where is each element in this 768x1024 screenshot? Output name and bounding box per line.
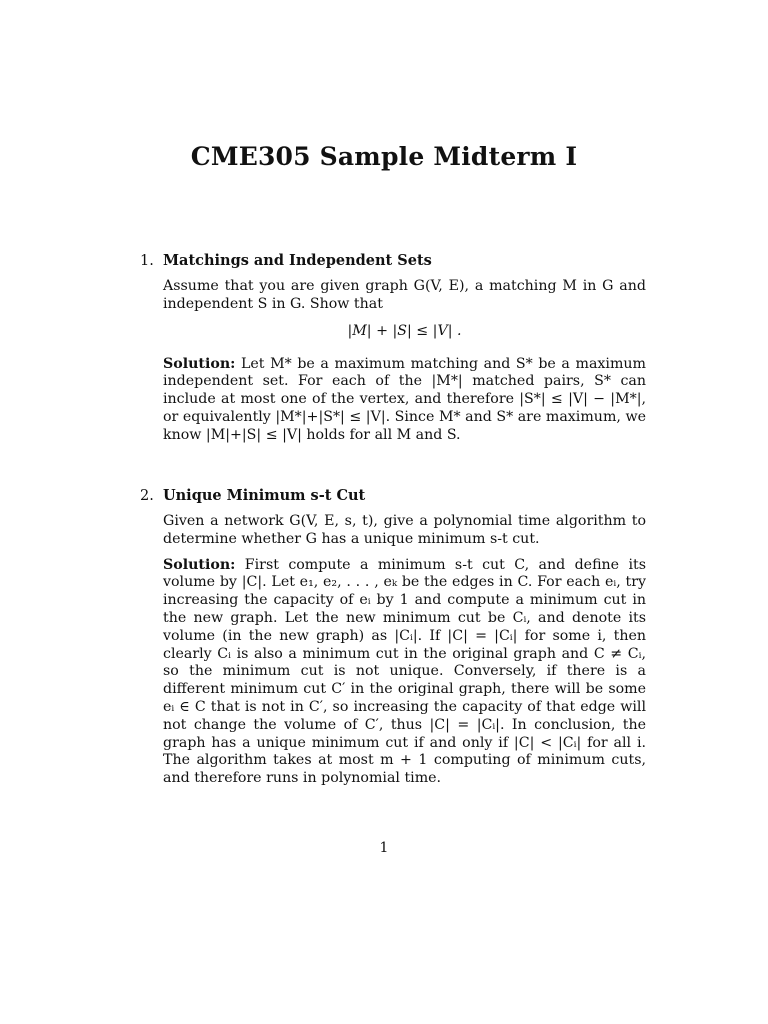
solution-label: Solution:: [163, 556, 236, 573]
problem-heading: Matchings and Independent Sets: [163, 252, 432, 269]
display-equation: |M| + |S| ≤ |V| .: [347, 322, 462, 339]
problem-1: [140, 252, 646, 453]
solution-text: First compute a minimum s-t cut C, and define its volume by |C|. Let e₁, e₂, . . . , eₖ be the edges in C. For each eᵢ, try increasing the capacity of eᵢ by 1 and compute a minimum cut in the new graph. Let the new minimum cut be Cᵢ, and denote its volume (in the new graph) as |Cᵢ|. If |C| = |Cᵢ| for some i, then clearly Cᵢ is also a minimum cut in the original graph and C ≠ Cᵢ, so the minimum cut is not unique. Conversely, if there is a different minimum cut C′ in the original graph, there will be some eᵢ ∈ C that is not in C′, so increasing the capacity of that edge will not change the volume of C′, thus |C| = |Cᵢ|. In conclusion, the graph has a unique minimum cut if and only if |C| < |Cᵢ| for all i. The algorithm takes at most m + 1 computing of minimum cuts, and therefore runs in polynomial time.: [163, 556, 646, 787]
solution-paragraph: [163, 557, 646, 788]
page-number: 1: [379, 840, 389, 856]
problem-2: [140, 487, 646, 796]
problem-statement: Given a network G(V, E, s, t), give a polynomial time algorithm to determine whether G has a unique minimum s-t cut.: [163, 513, 646, 547]
problem-heading: Unique Minimum s-t Cut: [163, 487, 366, 504]
problem-number: 1.: [140, 253, 154, 269]
problem-number: 2.: [140, 488, 154, 504]
document-title: CME305 Sample Midterm I: [190, 142, 578, 171]
solution-text: Let M* be a maximum matching and S* be a maximum independent set. For each of the |M*| matched pairs, S* can include at most one of the vertex, and therefore |S*| ≤ |V| − |M*|, or equivalently |M*|+|S*| ≤ |V|. Since M* and S* are maximum, we know |M|+|S| ≤ |V| holds for all M and S.: [163, 355, 646, 443]
solution-paragraph: [163, 356, 646, 445]
solution-label: Solution:: [163, 355, 236, 372]
problem-statement: Assume that you are given graph G(V, E), a matching M in G and independent S in G. Show that: [163, 278, 646, 312]
